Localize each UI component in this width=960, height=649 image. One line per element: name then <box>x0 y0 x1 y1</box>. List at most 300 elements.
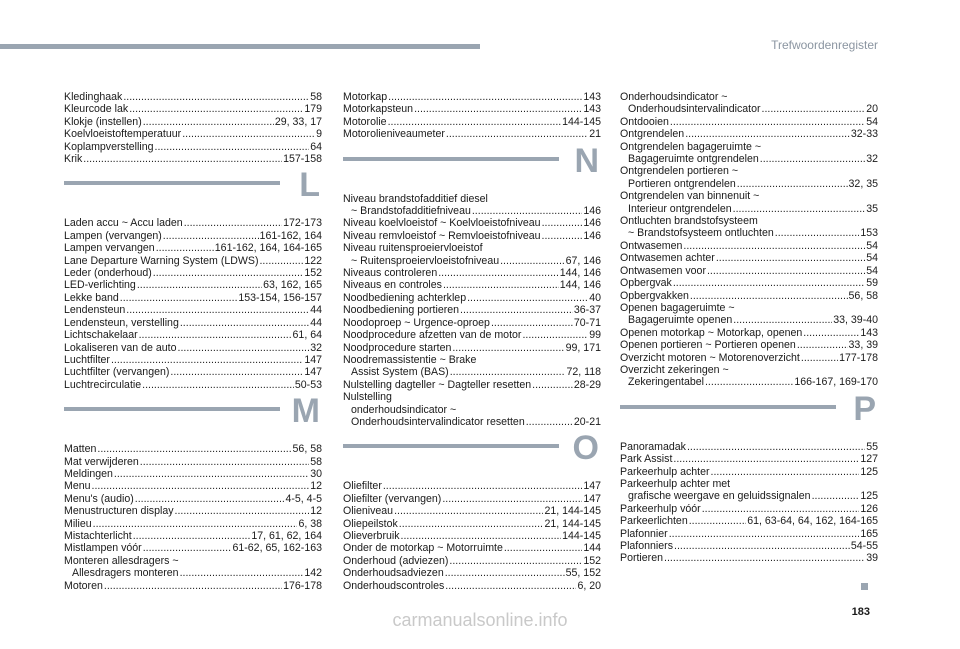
index-entry-label: Luchtrecirculatie <box>64 378 142 391</box>
index-entry-page: 21, 144-145 <box>544 517 601 530</box>
index-entry[interactable] <box>620 327 878 339</box>
index-entry-page: 161-162, 164 <box>259 229 322 242</box>
index-entry[interactable] <box>343 267 601 279</box>
index-entry[interactable] <box>343 342 601 354</box>
index-entry-label: Panoramadak <box>620 440 686 453</box>
index-entry-label: onderhoudsindicator ~ <box>351 403 457 416</box>
dot-leader <box>182 128 315 140</box>
dot-leader <box>670 116 865 128</box>
index-entry[interactable] <box>620 478 878 490</box>
dot-leader <box>446 128 588 140</box>
index-entry-label: Motorolieniveaumeter <box>343 128 445 141</box>
dot-leader <box>450 366 566 378</box>
index-entry[interactable] <box>343 205 601 217</box>
index-entry-label: Olieverbruik <box>343 529 400 542</box>
dot-leader <box>702 503 860 515</box>
index-entry[interactable] <box>64 518 322 530</box>
index-entry[interactable] <box>343 304 601 316</box>
dot-leader <box>401 530 562 542</box>
index-entry-label: Mat verwijderen <box>64 455 139 468</box>
index-entry-label: Ontgrendelen bagageruimte ~ <box>620 140 762 153</box>
dot-leader <box>762 103 866 115</box>
header-rule <box>0 44 480 49</box>
dot-leader <box>737 178 848 190</box>
index-entry-page: 63, 162, 165 <box>263 279 322 292</box>
index-entry-page: 56, 58 <box>848 289 878 302</box>
index-entry-label: Portieren <box>620 552 663 565</box>
index-entry-label: Interieur ontgrendelen <box>628 202 732 215</box>
index-entry[interactable] <box>343 518 601 530</box>
index-entry-page: 172-173 <box>283 217 322 230</box>
index-entry[interactable] <box>343 217 601 229</box>
dot-leader <box>687 441 865 453</box>
index-entry[interactable] <box>343 366 601 378</box>
index-entry[interactable] <box>620 103 878 115</box>
index-entry-label: Ontwasemen <box>620 239 683 252</box>
index-entry-page: 176-178 <box>283 579 322 592</box>
letter-heading-letter: L <box>299 166 320 205</box>
index-entry-label: Opbergvakken <box>620 289 689 302</box>
index-entry[interactable] <box>343 193 601 205</box>
index-entry[interactable] <box>343 317 601 329</box>
index-entry-label: Ontgrendelen van binnenuit ~ <box>620 190 760 203</box>
index-entry-label: Niveau ruitensproeiervloeistof <box>343 242 483 255</box>
index-entry[interactable] <box>620 339 878 351</box>
index-entry[interactable] <box>64 103 322 115</box>
index-entry[interactable] <box>620 153 878 165</box>
index-entry-label: Onderhoudscontroles <box>343 579 445 592</box>
index-entry[interactable] <box>620 540 878 552</box>
index-entry-label: Plafonnier <box>620 527 668 540</box>
dot-leader <box>674 540 850 552</box>
index-entry-page: 146 <box>583 205 601 218</box>
index-entry-label: Ontgrendelen portieren ~ <box>620 165 739 178</box>
index-entry-page: 143 <box>583 91 601 103</box>
index-entry[interactable] <box>343 580 601 592</box>
index-entry-label: Mistlampen vóór <box>64 542 142 555</box>
index-entry-page: 147 <box>304 366 322 379</box>
index-entry-label: Luchtfilter (vervangen) <box>64 366 170 379</box>
index-entry-label: Openen motorkap ~ Motorkap, openen <box>620 326 803 339</box>
index-entry[interactable] <box>343 354 601 366</box>
index-entry-page: 44 <box>310 316 322 329</box>
index-entry[interactable] <box>620 441 878 453</box>
index-entry[interactable] <box>64 456 322 468</box>
page-number: 183 <box>851 606 870 618</box>
index-entry-label: Niveau brandstofadditief diesel <box>343 192 488 205</box>
index-entry-page: 142 <box>304 567 322 580</box>
index-entry[interactable] <box>343 391 601 403</box>
letter-heading <box>64 392 322 433</box>
index-entry[interactable] <box>620 352 878 364</box>
index-entry-page: 33, 39-40 <box>833 314 878 327</box>
index-entry[interactable] <box>343 242 601 254</box>
index-entry[interactable] <box>64 230 322 242</box>
index-entry-label: Noodbediening achterklep <box>343 291 467 304</box>
index-entry-page: 157-158 <box>283 153 322 166</box>
index-entry-label: Portieren ontgrendelen <box>628 177 736 190</box>
index-entry-page: 40 <box>589 291 601 304</box>
dot-leader <box>438 267 559 279</box>
index-entry[interactable] <box>64 217 322 229</box>
dot-leader <box>383 480 582 492</box>
index-entry-page: 144, 146 <box>559 267 601 280</box>
index-entry-page: 144, 146 <box>559 279 601 292</box>
dot-leader <box>155 141 310 153</box>
index-entry-label: Onderhoudsadviezen <box>343 567 444 580</box>
dot-leader <box>445 567 565 579</box>
index-column-3 <box>620 91 878 565</box>
index-entry-page: 54 <box>866 115 878 128</box>
dot-leader <box>93 518 298 530</box>
index-entry-label: Krik <box>64 153 83 166</box>
index-entry-page: 126 <box>860 502 878 515</box>
index-entry[interactable] <box>343 493 601 505</box>
index-entry-label: Motorkapsteun <box>343 103 414 116</box>
index-entry[interactable] <box>620 203 878 215</box>
letter-heading-letter: P <box>853 389 876 428</box>
index-entry[interactable] <box>620 165 878 177</box>
index-entry[interactable] <box>64 530 322 542</box>
index-entry-label: Ontdooien <box>620 115 669 128</box>
index-entry[interactable] <box>343 279 601 291</box>
index-entry-label: Overzicht zekeringen ~ <box>620 363 729 376</box>
dot-leader <box>733 314 832 326</box>
index-entry-page: 44 <box>310 304 322 317</box>
dot-leader <box>452 342 564 354</box>
index-entry[interactable] <box>620 91 878 103</box>
dot-leader <box>123 91 309 103</box>
index-entry[interactable] <box>64 141 322 153</box>
dot-leader <box>140 456 309 468</box>
dot-leader <box>669 528 860 540</box>
index-entry-label: Olieniveau <box>343 505 394 518</box>
index-entry-label: Leder (onderhoud) <box>64 267 152 280</box>
index-entry-page: 58 <box>310 91 322 103</box>
dot-leader <box>760 153 865 165</box>
index-entry-label: Motoren <box>64 579 103 592</box>
index-entry-page: 166-167, 169-170 <box>794 376 878 389</box>
index-entry[interactable] <box>620 252 878 264</box>
index-entry-page: 12 <box>310 505 322 518</box>
index-entry[interactable] <box>620 490 878 502</box>
index-entry-label: Onder de motorkap ~ Motorruimte <box>343 542 503 555</box>
index-entry[interactable] <box>64 505 322 517</box>
dot-leader <box>705 376 793 388</box>
index-entry[interactable] <box>620 515 878 527</box>
index-entry[interactable] <box>64 542 322 554</box>
index-entry-page: 144-145 <box>562 115 601 128</box>
index-entry[interactable] <box>64 580 322 592</box>
index-entry-page: 61, 63-64, 64, 162, 164-165 <box>747 515 878 528</box>
index-entry-page: 55, 152 <box>565 567 601 580</box>
index-entry-label: LED-verlichting <box>64 279 136 292</box>
index-entry[interactable] <box>620 178 878 190</box>
index-entry-label: Bagageruimte openen <box>628 314 733 327</box>
index-entry-page: 32 <box>866 153 878 166</box>
dot-leader <box>156 242 214 254</box>
index-entry[interactable] <box>620 314 878 326</box>
index-entry-label: Niveau remvloeistof ~ Remvloeistofniveau <box>343 229 541 242</box>
index-entry-page: 70-71 <box>573 316 601 329</box>
index-entry-page: 54 <box>866 239 878 252</box>
index-entry-page: 55 <box>866 440 878 453</box>
dot-leader <box>526 416 573 428</box>
letter-heading <box>620 389 878 431</box>
index-entry[interactable] <box>64 304 322 316</box>
index-entry-label: Ontwasemen achter <box>620 252 715 265</box>
dot-leader <box>801 352 838 364</box>
dot-leader <box>388 91 582 103</box>
letter-heading-rule <box>343 157 559 161</box>
dot-leader <box>716 252 865 264</box>
dot-leader <box>467 292 588 304</box>
letter-heading-letter: O <box>572 429 599 468</box>
dot-leader <box>803 327 859 339</box>
index-entry[interactable] <box>620 552 878 564</box>
index-entry-page: 72, 118 <box>566 366 601 379</box>
index-entry-page: 32 <box>310 341 322 354</box>
index-entry-page: 35 <box>866 202 878 215</box>
index-entry[interactable] <box>64 342 322 354</box>
dot-leader <box>175 505 310 517</box>
dot-leader <box>114 468 309 480</box>
dot-leader <box>542 230 583 242</box>
dot-leader <box>673 277 865 289</box>
dot-leader <box>491 317 573 329</box>
index-entry-page: 179 <box>304 103 322 116</box>
index-entry[interactable] <box>343 404 601 416</box>
index-entry[interactable] <box>343 505 601 517</box>
index-entry-page: 165 <box>860 527 878 540</box>
index-entry[interactable] <box>343 255 601 267</box>
index-entry[interactable] <box>620 190 878 202</box>
index-entry[interactable] <box>343 329 601 341</box>
index-entry-label: Parkeerlichten <box>620 515 688 528</box>
dot-leader <box>504 542 582 554</box>
index-entry[interactable] <box>64 567 322 579</box>
index-entry-label: ~ Brandstofsysteem ontluchten <box>628 227 774 240</box>
index-entry-label: Monteren allesdragers ~ <box>64 554 179 567</box>
letter-heading-letter: N <box>574 141 599 180</box>
index-entry[interactable] <box>620 240 878 252</box>
index-entry[interactable] <box>64 443 322 455</box>
index-entry-label: Lokaliseren van de auto <box>64 341 177 354</box>
dot-leader <box>180 567 304 579</box>
index-entry-page: 147 <box>583 480 601 493</box>
index-entry[interactable] <box>620 376 878 388</box>
index-entry[interactable] <box>64 468 322 480</box>
index-entry[interactable] <box>343 379 601 391</box>
dot-leader <box>388 116 562 128</box>
index-entry[interactable] <box>64 379 322 391</box>
index-entry-page: 59 <box>866 277 878 290</box>
index-entry[interactable] <box>620 128 878 140</box>
index-entry-label: Laden accu ~ Accu laden <box>64 217 183 230</box>
index-entry-label: Matten <box>64 443 97 456</box>
index-entry[interactable] <box>620 215 878 227</box>
index-entry-label: Oliepeilstok <box>343 517 398 530</box>
dot-leader <box>442 493 582 505</box>
letter-heading <box>343 141 601 183</box>
index-entry[interactable] <box>343 416 601 428</box>
index-entry-page: 153-154, 156-157 <box>238 291 322 304</box>
index-entry-page: 56, 58 <box>292 443 322 456</box>
index-entry[interactable] <box>620 528 878 540</box>
dot-leader <box>133 530 251 542</box>
dot-leader <box>259 255 303 267</box>
index-entry-label: Openen bagageruimte ~ <box>620 301 735 314</box>
index-entry[interactable] <box>64 329 322 341</box>
index-entry-page: 12 <box>310 480 322 493</box>
dot-leader <box>184 217 282 229</box>
index-entry[interactable] <box>64 366 322 378</box>
index-entry[interactable] <box>343 480 601 492</box>
dot-leader <box>685 128 850 140</box>
index-entry[interactable] <box>620 466 878 478</box>
index-entry[interactable] <box>64 493 322 505</box>
dot-leader <box>812 490 860 502</box>
index-entry-label: Mistachterlicht <box>64 529 132 542</box>
index-entry[interactable] <box>64 555 322 567</box>
index-entry[interactable] <box>343 91 601 103</box>
index-entry[interactable] <box>343 555 601 567</box>
index-entry[interactable] <box>64 116 322 128</box>
index-entry[interactable] <box>343 116 601 128</box>
dot-leader <box>414 103 582 115</box>
index-entry[interactable] <box>620 277 878 289</box>
dot-leader <box>472 205 582 217</box>
index-entry-label: Onderhoudsindicator ~ <box>620 91 728 103</box>
index-entry[interactable] <box>64 267 322 279</box>
index-entry[interactable] <box>64 128 322 140</box>
index-entry[interactable] <box>620 364 878 376</box>
index-entry[interactable] <box>620 227 878 239</box>
dot-leader <box>443 279 559 291</box>
index-entry[interactable] <box>64 153 322 165</box>
index-entry[interactable] <box>343 230 601 242</box>
index-entry-label: Noodprocedure starten <box>343 341 452 354</box>
index-entry-label: Parkeerhulp achter met <box>620 477 731 490</box>
index-entry[interactable] <box>343 530 601 542</box>
index-entry-label: Koplampverstelling <box>64 140 154 153</box>
index-entry-label: Onderhoud (adviezen) <box>343 554 449 567</box>
index-entry[interactable] <box>343 542 601 554</box>
index-entry-page: 127 <box>860 453 878 466</box>
index-entry[interactable] <box>64 242 322 254</box>
index-entry-page: 9 <box>316 128 322 141</box>
index-entry-label: Allesdragers monteren <box>72 567 179 580</box>
index-entry[interactable] <box>620 453 878 465</box>
index-entry-page: 99, 171 <box>565 341 601 354</box>
index-entry-label: Motorolie <box>343 115 387 128</box>
index-entry-page: 54 <box>866 252 878 265</box>
index-entry-label: Lampen vervangen <box>64 242 155 255</box>
index-entry[interactable] <box>343 567 601 579</box>
index-entry[interactable] <box>64 354 322 366</box>
dot-leader <box>120 292 238 304</box>
index-entry-label: Klokje (instellen) <box>64 115 142 128</box>
index-entry-page: 146 <box>583 229 601 242</box>
index-entry[interactable] <box>620 302 878 314</box>
index-entry-page: 39 <box>866 552 878 565</box>
index-entry-page: 17, 61, 62, 164 <box>251 529 322 542</box>
index-entry[interactable] <box>64 292 322 304</box>
index-entry-label: Opbergvak <box>620 277 672 290</box>
index-entry-page: 161-162, 164, 164-165 <box>214 242 322 255</box>
index-entry-page: 58 <box>310 455 322 468</box>
dot-leader <box>399 518 544 530</box>
index-entry-page: 147 <box>583 492 601 505</box>
dot-leader <box>153 267 304 279</box>
dot-leader <box>139 329 292 341</box>
dot-leader <box>500 255 565 267</box>
index-entry-page: 125 <box>860 465 878 478</box>
index-entry[interactable] <box>64 91 322 103</box>
index-entry[interactable] <box>343 292 601 304</box>
letter-heading-letter: M <box>291 392 320 431</box>
dot-leader <box>178 342 310 354</box>
index-entry-label: Lendensteun, verstelling <box>64 316 179 329</box>
index-entry-label: Menustructuren display <box>64 505 174 518</box>
index-entry-page: 144-145 <box>562 529 601 542</box>
index-entry[interactable] <box>620 116 878 128</box>
dot-leader <box>129 103 303 115</box>
dot-leader <box>170 366 303 378</box>
index-entry-page: 20 <box>866 103 878 116</box>
index-entry-label: Meldingen <box>64 467 113 480</box>
index-entry[interactable] <box>64 255 322 267</box>
index-entry-page: 144 <box>583 542 601 555</box>
index-entry-page: 64 <box>310 140 322 153</box>
dot-leader <box>522 329 588 341</box>
index-entry-label: Lane Departure Warning System (LDWS) <box>64 254 259 267</box>
index-entry[interactable] <box>620 290 878 302</box>
index-entry-label: Parkeerhulp vóór <box>620 502 701 515</box>
index-entry-label: Lekke band <box>64 291 119 304</box>
index-entry-label: ~ Brandstofadditiefniveau <box>351 205 471 218</box>
index-entry-label: Oliefilter <box>343 480 382 493</box>
index-entry-label: Menu's (audio) <box>64 492 134 505</box>
index-entry-label: Milieu <box>64 517 92 530</box>
index-entry-page: 50-53 <box>294 378 322 391</box>
index-entry[interactable] <box>620 141 878 153</box>
index-entry[interactable] <box>620 265 878 277</box>
dot-leader <box>143 542 232 554</box>
index-entry-page: 143 <box>860 326 878 339</box>
index-entry[interactable] <box>620 503 878 515</box>
index-entry[interactable] <box>64 279 322 291</box>
index-entry-label: Ontwasemen voor <box>620 264 706 277</box>
index-entry-label: Niveaus en controles <box>343 279 442 292</box>
index-entry-label: Noodbediening portieren <box>343 304 460 317</box>
index-entry-label: Ontluchten brandstofsysteem <box>620 215 758 228</box>
letter-heading <box>64 166 322 207</box>
dot-leader <box>683 240 865 252</box>
index-entry-page: 99 <box>589 329 601 342</box>
index-entry[interactable] <box>343 103 601 115</box>
index-entry[interactable] <box>64 480 322 492</box>
index-entry-page: 125 <box>860 490 878 503</box>
index-entry-page: 122 <box>304 254 322 267</box>
index-entry-label: Onderhoudsintervalindicator <box>628 103 761 116</box>
index-entry-label: Kledinghaak <box>64 91 123 103</box>
index-entry[interactable] <box>64 317 322 329</box>
index-entry-label: Bagageruimte ontgrendelen <box>628 153 759 166</box>
index-entry[interactable] <box>343 128 601 140</box>
dot-leader <box>126 304 309 316</box>
dot-leader <box>180 317 309 329</box>
